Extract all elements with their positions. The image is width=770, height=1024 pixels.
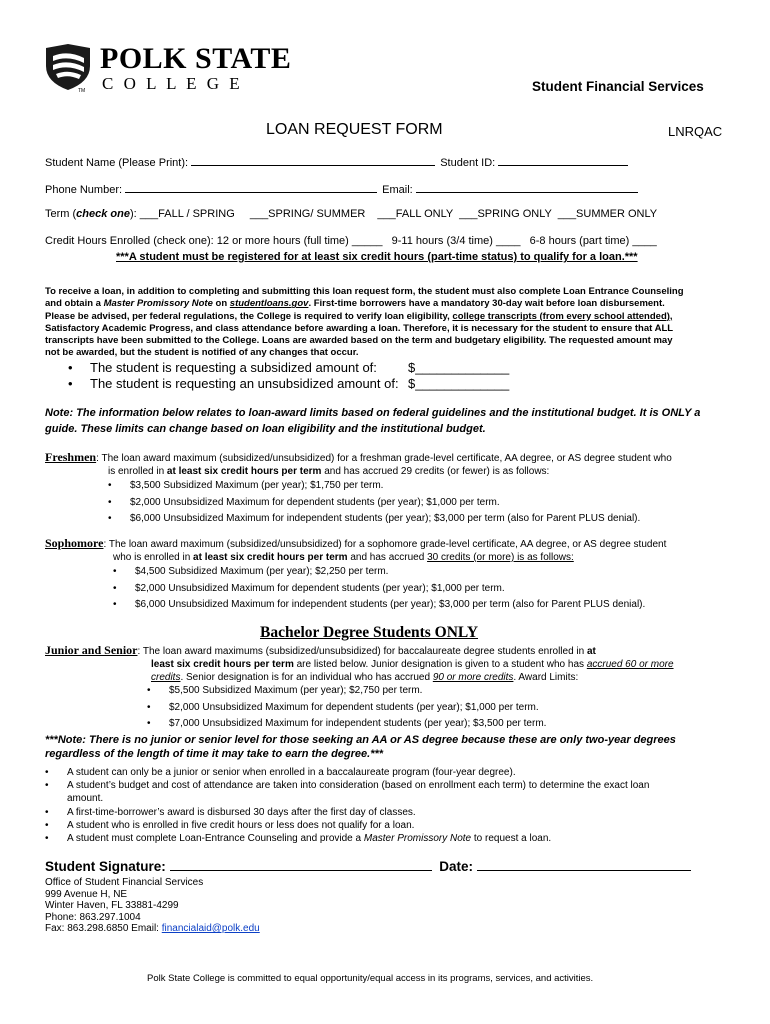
sophomore-text: : The loan award maximum (subsidized/unsubsidized) for a sophomore grade-level certificate, AA degree, or AS degree student xyxy=(103,539,667,550)
guidance-note-line-1: Note: The information below relates to loan-award limits based on federal guidelines and the institutional budget. It is ONLY a xyxy=(45,407,701,419)
intro-text: and obtain a xyxy=(45,298,104,310)
bachelor-heading: Bachelor Degree Students ONLY xyxy=(260,624,479,641)
junior-senior-label: Junior and Senior xyxy=(45,643,138,657)
limit-text: $2,000 Unsubsidized Maximum for dependent students (per year); $1,000 per term. xyxy=(135,582,505,594)
guidance-note-line-2: guide. These limits can change based on loan eligibility and the institutional budget. xyxy=(45,423,486,435)
intro-line-5: transcripts have been submitted to the College. Loans are awarded based on the term and budgetary eligibility. The requested amount may xyxy=(45,335,673,347)
logo-trademark: TM xyxy=(78,88,86,94)
term-option-spring-summer[interactable]: ___SPRING/ SUMMER xyxy=(249,208,366,220)
term-label: Term ( xyxy=(45,208,77,220)
rule-text: A student’s budget and cost of attendance are taken into consideration (based on enrollment each term) to determine the exact loan xyxy=(67,780,650,792)
junior-note-line-1: ***Note: There is no junior or senior level for those seeking an AA or AS degree because these are only two-year degrees xyxy=(45,734,676,746)
limit-text: $5,500 Subsidized Maximum (per year); $2,750 per term. xyxy=(169,685,423,696)
list-item xyxy=(45,779,649,792)
email-field[interactable] xyxy=(416,182,638,193)
transcripts-requirement: college transcripts (from every school attended), xyxy=(452,310,673,322)
office-name: Office of Student Financial Services xyxy=(45,877,204,888)
list-item xyxy=(45,766,649,779)
phone-label: Phone Number: xyxy=(45,184,123,196)
date-field[interactable] xyxy=(477,858,691,871)
bullet-icon: • xyxy=(45,819,49,831)
bullet-icon: • xyxy=(45,833,49,845)
list-item xyxy=(45,806,649,819)
list-item xyxy=(45,792,649,805)
rule-text: A student who is enrolled in five credit hours or less does not qualify for a loan. xyxy=(67,819,415,831)
student-id-label: Student ID: xyxy=(440,157,496,169)
credit-hours-row[interactable]: Credit Hours Enrolled (check one): 12 or more hours (full time) _____ 9-11 hours (3/4 time) ____ 6-8 hours (part time) ____ xyxy=(45,235,657,247)
bullet-icon: • xyxy=(147,685,151,696)
shield-logo-icon xyxy=(44,44,94,90)
list-item xyxy=(45,832,649,845)
list-item xyxy=(113,581,645,598)
student-name-label: Student Name (Please Print): xyxy=(45,157,189,169)
phone-row xyxy=(45,182,638,196)
bachelor-text: . Senior designation is for an individual who has accrued xyxy=(180,672,433,683)
form-title: LOAN REQUEST FORM xyxy=(266,121,443,138)
bullet-icon: • xyxy=(68,360,73,375)
studentloans-link[interactable]: studentloans.gov xyxy=(229,298,309,310)
bullet-icon: • xyxy=(108,513,112,524)
freshmen-text: is enrolled in xyxy=(108,466,167,477)
rule-text: to request a loan. xyxy=(471,833,552,845)
limit-text: $7,000 Unsubsidized Maximum for independent students (per year); $3,500 per term. xyxy=(169,718,547,729)
bullet-icon: • xyxy=(108,480,112,491)
office-phone: Phone: 863.297.1004 xyxy=(45,911,141,923)
freshmen-limits xyxy=(108,478,640,528)
logo-wordmark: POLK STATE xyxy=(100,42,292,75)
list-item xyxy=(147,716,546,733)
sophomore-section xyxy=(45,537,745,564)
freshmen-line-2 xyxy=(108,465,745,478)
freshmen-text: and has accrued 29 credits (or fewer) is as follows: xyxy=(321,466,550,477)
intro-paragraph xyxy=(45,286,735,360)
bullet-icon: • xyxy=(108,496,112,508)
freshmen-line-1 xyxy=(45,451,745,465)
email-link[interactable]: financialaid@polk.edu xyxy=(161,923,260,935)
term-option-spring-only[interactable]: ___SPRING ONLY xyxy=(459,208,552,220)
promissory-note-ref: Master Promissory Note xyxy=(103,298,213,310)
unsubsidized-request-text: The student is requesting an unsubsidized amount of: xyxy=(90,376,399,391)
freshmen-section xyxy=(45,451,745,478)
promissory-note-ref: Master Promissory Note xyxy=(363,833,472,845)
bullet-icon: • xyxy=(147,718,151,729)
form-code: LNRQAC xyxy=(668,124,723,139)
office-fax-email xyxy=(45,923,260,935)
office-street: 999 Avenue H, NE xyxy=(45,888,128,900)
rule-text: A student can only be a junior or senior when enrolled in a baccalaureate program (four-year degree). xyxy=(67,767,516,778)
bachelor-line-2 xyxy=(151,658,745,671)
junior-note-line-2: regardless of the length of time it may take to earn the degree.*** xyxy=(45,748,384,760)
signature-label: Student Signature: xyxy=(45,859,166,874)
email-label: Email: xyxy=(382,184,413,196)
sophomore-line-2 xyxy=(113,551,745,564)
subsidized-request-text: The student is requesting a subsidized amount of: xyxy=(90,360,377,375)
intro-line-6: not be awarded, but the student is notified of any changes that occur. xyxy=(45,347,359,359)
bachelor-credit-requirement: least six credit hours per term xyxy=(151,659,294,670)
junior-threshold: credits xyxy=(151,672,181,683)
list-item xyxy=(113,597,645,614)
term-option-summer-only[interactable]: ___SUMMER ONLY xyxy=(557,208,658,220)
contact-block xyxy=(45,877,260,935)
intro-line-3 xyxy=(45,311,735,323)
list-item xyxy=(147,700,546,717)
sophomore-line-1 xyxy=(45,537,745,551)
limit-text: $6,000 Unsubsidized Maximum for independent students (per year); $3,000 per term (also for Parent PLUS denial). xyxy=(130,513,641,524)
rules-list xyxy=(45,766,649,845)
freshmen-text: : The loan award maximum (subsidized/unsubsidized) for a freshman grade-level certificate, AA degree, or AS degree student who xyxy=(96,453,672,464)
list-item xyxy=(147,683,546,700)
sophomore-limits xyxy=(113,564,645,614)
bullet-icon: • xyxy=(113,582,117,594)
senior-threshold: 90 or more credits xyxy=(432,672,514,683)
student-name-row xyxy=(45,155,628,169)
bachelor-limits xyxy=(147,683,546,733)
intro-text: on xyxy=(212,298,230,310)
sophomore-text: who is enrolled in xyxy=(113,552,194,563)
department-name: Student Financial Services xyxy=(532,79,704,94)
rule-text: A first-time-borrower’s award is disbursed 30 days after the first day of classes. xyxy=(67,806,416,818)
sophomore-credit-requirement: at least six credit hours per term xyxy=(193,552,348,563)
limit-text: $2,000 Unsubsidized Maximum for dependent students (per year); $1,000 per term. xyxy=(169,701,539,713)
logo-subtitle: C O L L E G E xyxy=(102,74,243,93)
date-label: Date: xyxy=(439,859,474,874)
bullet-icon: • xyxy=(147,701,151,713)
list-item xyxy=(113,564,645,581)
student-id-field[interactable] xyxy=(498,155,628,166)
signature-row xyxy=(45,858,691,874)
term-option-fall-only[interactable]: ___FALL ONLY xyxy=(377,208,454,220)
bachelor-line-1 xyxy=(45,644,745,658)
list-item xyxy=(108,511,640,528)
limit-text: $2,000 Unsubsidized Maximum for dependent students (per year); $1,000 per term. xyxy=(130,496,500,508)
term-option-fall-spring[interactable]: ___FALL / SPRING xyxy=(139,208,235,220)
sophomore-text: and has accrued xyxy=(347,552,428,563)
bachelor-section xyxy=(45,644,745,684)
freshmen-credit-requirement: at least six credit hours per term xyxy=(166,466,322,477)
list-item xyxy=(108,478,640,495)
six-credit-notice: ***A student must be registered for at least six credit hours (part-time status) to qualify for a loan.*** xyxy=(116,251,638,263)
bachelor-text: are listed below. Junior designation is given to a student who has xyxy=(293,659,587,670)
list-item xyxy=(108,495,640,512)
limit-text: $6,000 Unsubsidized Maximum for independent students (per year); $3,000 per term (also for Parent PLUS denial). xyxy=(135,599,646,610)
junior-senior-note xyxy=(45,733,676,761)
bachelor-text: : The loan award maximums (subsidized/unsubsidized) for baccalaureate degree students enrolled in xyxy=(137,646,587,657)
bachelor-text-bold: at xyxy=(587,646,596,657)
junior-threshold: accrued 60 or more xyxy=(586,659,674,670)
sophomore-credit-threshold: 30 credits (or more) is as follows: xyxy=(427,552,574,563)
rule-text: amount. xyxy=(67,793,104,805)
term-label-end: ): xyxy=(129,208,137,220)
signature-field[interactable] xyxy=(170,858,432,871)
subsidized-amount-field[interactable]: $_____________ xyxy=(408,360,510,375)
limit-text: $4,500 Subsidized Maximum (per year); $2,250 per term. xyxy=(135,566,389,577)
bullet-icon: • xyxy=(45,767,49,778)
bullet-icon: • xyxy=(68,376,73,391)
sophomore-label: Sophomore xyxy=(45,536,104,550)
guidance-note xyxy=(45,405,700,437)
college-logo xyxy=(44,44,344,96)
bullet-icon: • xyxy=(45,780,49,792)
intro-line-4: Satisfactory Academic Progress, and class attendance before awarding a loan. Therefore, it is necessary for the student to ensure that ALL xyxy=(45,322,674,334)
freshmen-label: Freshmen xyxy=(45,450,97,464)
rule-text: A student must complete Loan-Entrance Counseling and provide a xyxy=(67,833,364,845)
student-name-field[interactable] xyxy=(191,155,435,166)
bullet-icon: • xyxy=(45,806,49,818)
intro-line-1: To receive a loan, in addition to completing and submitting this loan request form, the student must also complete Loan Entrance Counseling xyxy=(45,286,684,297)
term-row xyxy=(45,208,657,220)
limit-text: $3,500 Subsidized Maximum (per year); $1,750 per term. xyxy=(130,480,384,491)
intro-text: Please be advised, per federal regulations, the College is required to verify loan eligibility, xyxy=(45,310,453,322)
bullet-icon: • xyxy=(113,599,117,610)
intro-text: . First-time borrowers have a mandatory 30-day wait before loan disbursement. xyxy=(308,298,665,310)
bullet-icon: • xyxy=(113,566,117,577)
list-item xyxy=(45,819,649,832)
phone-field[interactable] xyxy=(125,182,377,193)
term-label-italic: check one xyxy=(76,208,130,220)
fax-text: Fax: 863.298.6850 Email: xyxy=(45,923,162,935)
equal-opportunity-footer: Polk State College is committed to equal opportunity/equal access in its programs, services, and activities. xyxy=(147,973,594,984)
intro-line-2 xyxy=(45,298,735,310)
office-city: Winter Haven, FL 33881-4299 xyxy=(45,900,179,912)
bachelor-text: . Award Limits: xyxy=(513,672,579,683)
unsubsidized-amount-field[interactable]: $_____________ xyxy=(408,376,510,391)
